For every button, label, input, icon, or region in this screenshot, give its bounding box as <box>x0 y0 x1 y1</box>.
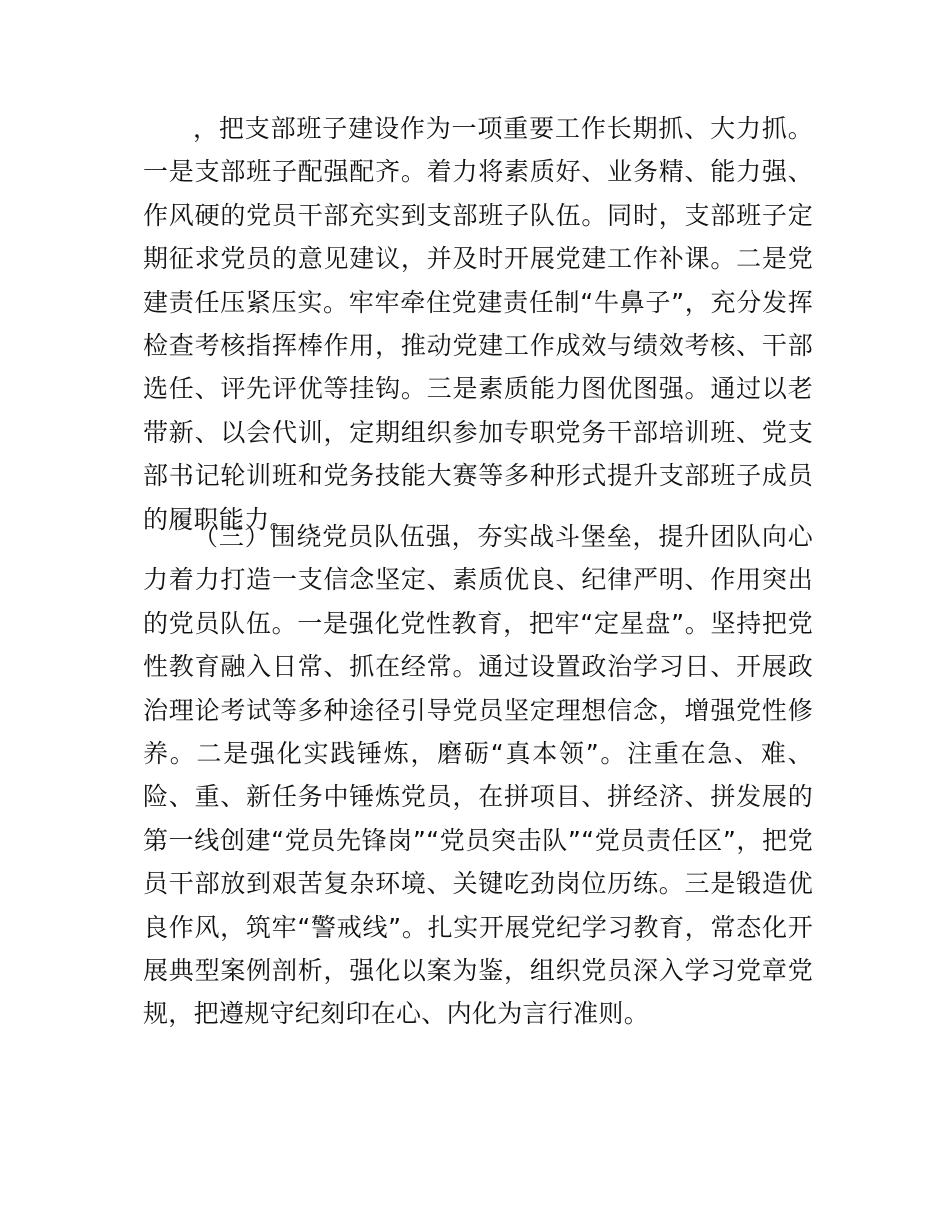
paragraph-party-member-team: （三）围绕党员队伍强，夯实战斗堡垒，提升团队向心力着力打造一支信念坚定、素质优良、纪律严明、作用突出的党员队伍。一是强化党性教育，把牢“定星盘”。坚持把党性教育融入日常、抓在经常。通过设置政治学习日、开展政治理论考试等多种途径引导党员坚定理想信念，增强党性修养。二是强化实践锤炼，磨砺“真本领”。注重在急、难、险、重、新任务中锤炼党员，在拼项目、拼经济、拼发展的第一线创建“党员先锋岗”“党员突击队”“党员责任区”，把党员干部放到艰苦复杂环境、关键吃劲岗位历练。三是锻造优良作风，筑牢“警戒线”。扎实开展党纪学习教育，常态化开展典型案例剖析，强化以案为鉴，组织党员深入学习党章党规，把遵规守纪刻印在心、内化为言行准则。 <box>143 522 813 1029</box>
paragraph-branch-team-building: ，把支部班子建设作为一项重要工作长期抓、大力抓。一是支部班子配强配齐。着力将素质好、业务精、能力强、作风硬的党员干部充实到支部班子队伍。同时，支部班子定期征求党员的意见建议，并及时开展党建工作补课。二是党建责任压紧压实。牢牢牵住党建责任制“牛鼻子”，充分发挥检查考核指挥棒作用，推动党建工作成效与绩效考核、干部选任、评先评优等挂钩。三是素质能力图优图强。通过以老带新、以会代训，定期组织参加专职党务干部培训班、党支部书记轮训班和党务技能大赛等多种形式提升支部班子成员的履职能力。 <box>143 114 813 534</box>
paragraph-block-1 <box>143 107 813 541</box>
paragraph-block-2 <box>143 515 813 1036</box>
